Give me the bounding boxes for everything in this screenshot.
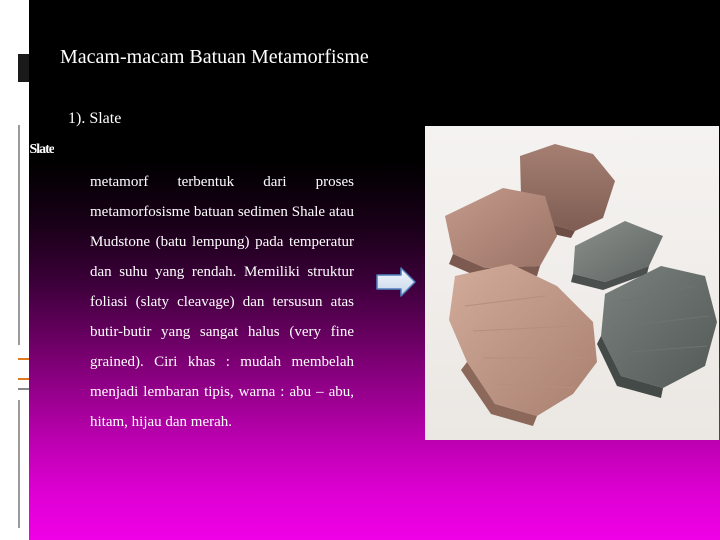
left-margin-strip <box>0 0 29 540</box>
orange-tick-mark <box>18 358 29 360</box>
title-marker-bar <box>18 54 29 82</box>
gray-tick-mark <box>18 388 29 390</box>
slate-rock-illustration <box>425 126 719 440</box>
slide-body-text: metamorf terbentuk dari proses metamorfosisme batuan sedimen Shale atau Mudstone (batu lempung) pada temperatur dan suhu yang rendah. Memiliki struktur foliasi (slaty cleavage) dan tersusun atas butir-butir yang sangat halus (very fine grained). Ciri khas : mudah membelah menjadi lembaran tipis, warna : abu – abu, hitam, hijau dan merah. <box>90 174 354 430</box>
clipped-slate-label: Slate <box>29 142 54 157</box>
slide-title: Macam-macam Batuan Metamorfisme <box>60 46 369 68</box>
orange-tick-mark <box>18 378 29 380</box>
slide <box>29 0 720 540</box>
right-arrow-icon <box>376 266 416 298</box>
margin-guide-line <box>18 125 20 345</box>
slide-subtitle: 1). Slate <box>68 110 122 127</box>
slate-rock-photo <box>425 126 719 440</box>
margin-guide-line <box>18 400 20 528</box>
